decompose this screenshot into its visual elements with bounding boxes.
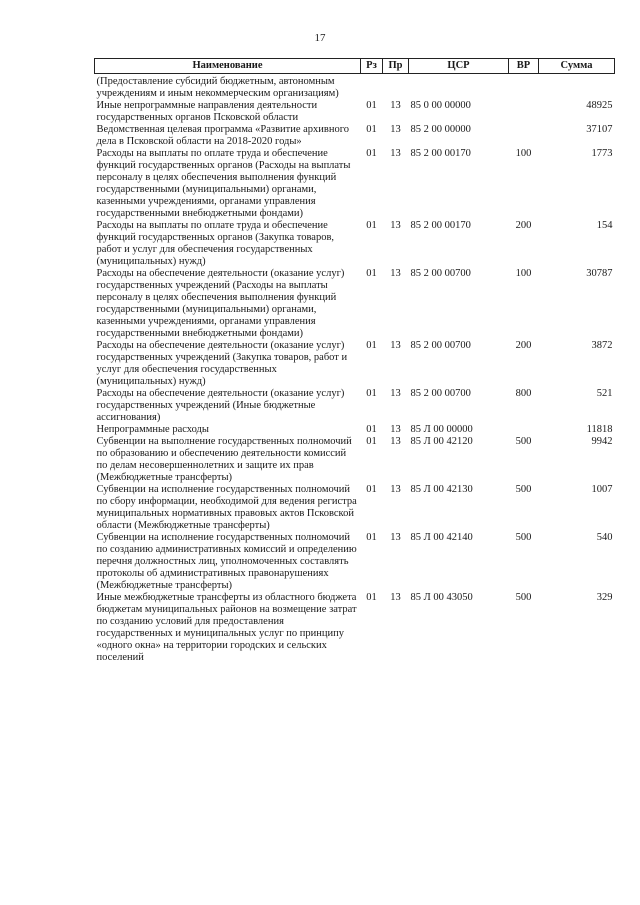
cell-sum: 48925 [586, 100, 613, 111]
cell-pr: 13 [390, 220, 401, 231]
cell-name: Расходы на обеспечение деятельности (оказание услуг) государственных учреждений (Иные бюджетные ассигнования) [96, 388, 345, 423]
cell-pr: 13 [390, 592, 401, 603]
cell-pr: 13 [390, 532, 401, 543]
table-header-row [95, 59, 615, 74]
cell-sum: 1007 [591, 484, 613, 495]
table-row [95, 436, 615, 484]
header-vr: ВР [509, 59, 539, 74]
page-number: 17 [314, 32, 326, 44]
cell-csr: 85 0 00 00000 [410, 100, 471, 111]
cell-sum: 521 [596, 388, 613, 399]
cell-pr: 13 [390, 484, 401, 495]
cell-sum: 11818 [586, 424, 613, 435]
cell-rz: 01 [366, 592, 377, 603]
cell-name: Субвенции на исполнение государственных полномочий по созданию административных комиссий и определению перечня должностных лиц, уполномоченных составлять протоколы об административных правонарушениях (Межбюджетные трансферты) [96, 532, 357, 591]
cell-sum: 540 [596, 532, 613, 543]
cell-csr [409, 74, 509, 101]
table-row [95, 340, 615, 388]
table-row [95, 74, 615, 101]
cell-name: Расходы на выплаты по оплате труда и обеспечение функций государственных органов (Расходы на выплаты персоналу в целях обеспечения выполнения функций государственными (муниципальными) органами, казенными учреждениями, органами управления государственными внебюджетными фондами) [96, 148, 351, 219]
cell-name: Субвенции на исполнение государственных полномочий по сбору информации, необходимой для ведения регистра муниципальных нормативных правовых актов Псковской области (Межбюджетные трансферты) [96, 484, 357, 531]
cell-name: Расходы на обеспечение деятельности (оказание услуг) государственных учреждений (Закупка товаров, работ и услуг для обеспечения государственных (муниципальных) нужд) [96, 340, 348, 387]
cell-vr [509, 74, 539, 101]
cell-sum: 30787 [586, 268, 613, 279]
cell-name: (Предоставление субсидий бюджетным, автономным учреждениям и иным некоммерческим организациям) [96, 76, 339, 99]
cell-name: Иные межбюджетные трансферты из областного бюджета бюджетам муниципальных районов на возмещение затрат по созданию условий для предоставления государственных и муниципальных услуг по принципу «одного окна» на территории городских и сельских поселений [96, 592, 357, 663]
cell-name: Расходы на выплаты по оплате труда и обеспечение функций государственных органов (Закупка товаров, работ и услуг для обеспечения государственных (муниципальных) нужд) [96, 220, 335, 267]
cell-csr: 85 2 00 00170 [410, 220, 471, 231]
cell-rz: 01 [366, 148, 377, 159]
table-row [95, 532, 615, 592]
cell-pr: 13 [390, 436, 401, 447]
cell-pr [383, 74, 409, 101]
cell-rz: 01 [366, 220, 377, 231]
cell-vr [509, 100, 539, 124]
cell-rz: 01 [366, 484, 377, 495]
cell-sum: 37107 [586, 124, 613, 135]
cell-csr: 85 Л 00 42130 [410, 484, 473, 495]
cell-pr: 13 [390, 424, 401, 435]
cell-rz [361, 74, 383, 101]
cell-name: Иные непрограммные направления деятельности государственных органов Псковской области [96, 100, 318, 123]
cell-pr: 13 [390, 388, 401, 399]
table-row [95, 124, 615, 148]
cell-pr: 13 [390, 124, 401, 135]
cell-pr: 13 [390, 148, 401, 159]
header-name: Наименование [95, 59, 361, 74]
cell-rz: 01 [366, 436, 377, 447]
cell-csr: 85 Л 00 42120 [410, 436, 473, 447]
cell-vr: 200 [515, 340, 532, 351]
cell-sum: 9942 [591, 436, 613, 447]
cell-vr: 500 [515, 484, 532, 495]
table-row [95, 484, 615, 532]
cell-rz: 01 [366, 388, 377, 399]
cell-vr: 500 [515, 532, 532, 543]
cell-rz: 01 [366, 268, 377, 279]
cell-vr: 500 [515, 436, 532, 447]
cell-pr: 13 [390, 100, 401, 111]
header-rz: Рз [361, 59, 383, 74]
cell-sum [539, 74, 615, 101]
cell-sum: 1773 [591, 148, 613, 159]
cell-csr: 85 2 00 00700 [410, 340, 471, 351]
cell-csr: 85 Л 00 42140 [410, 532, 473, 543]
cell-csr: 85 2 00 00170 [410, 148, 471, 159]
cell-vr [509, 124, 539, 148]
table-row [95, 148, 615, 220]
cell-sum: 329 [596, 592, 613, 603]
cell-csr: 85 2 00 00000 [410, 124, 471, 135]
table-row [95, 268, 615, 340]
table-row [95, 388, 615, 424]
header-sum: Сумма [539, 59, 615, 74]
cell-rz: 01 [366, 424, 377, 435]
cell-rz: 01 [366, 532, 377, 543]
cell-name: Расходы на обеспечение деятельности (оказание услуг) государственных учреждений (Расходы на выплаты персоналу в целях обеспечения выполнения функций государственными (муниципальными) органами, казенными учреждениями, органами управления государственными внебюджетными фондами) [96, 268, 345, 339]
cell-name: Ведомственная целевая программа «Развитие архивного дела в Псковской области на 2018-2020 годы» [96, 124, 350, 147]
budget-table [94, 58, 615, 664]
cell-csr: 85 2 00 00700 [410, 268, 471, 279]
cell-vr: 500 [515, 592, 532, 603]
cell-name: Субвенции на выполнение государственных полномочий по образованию и обеспечению деятельности комиссий по делам несовершеннолетних и защите их прав (Межбюджетные трансферты) [96, 436, 352, 483]
cell-sum: 3872 [591, 340, 613, 351]
header-pr: Пр [383, 59, 409, 74]
cell-csr: 85 Л 00 00000 [410, 424, 473, 435]
cell-vr: 800 [515, 388, 532, 399]
table-row [95, 100, 615, 124]
cell-vr: 200 [515, 220, 532, 231]
table-row [95, 424, 615, 436]
cell-name: Непрограммные расходы [96, 424, 209, 435]
cell-csr: 85 Л 00 43050 [410, 592, 473, 603]
table-row [95, 220, 615, 268]
cell-pr: 13 [390, 268, 401, 279]
cell-vr: 100 [515, 268, 532, 279]
cell-csr: 85 2 00 00700 [410, 388, 471, 399]
cell-rz: 01 [366, 124, 377, 135]
cell-sum: 154 [596, 220, 613, 231]
table-row [95, 592, 615, 664]
cell-rz: 01 [366, 340, 377, 351]
cell-vr: 100 [515, 148, 532, 159]
header-csr: ЦСР [409, 59, 509, 74]
cell-vr [509, 424, 539, 436]
cell-pr: 13 [390, 340, 401, 351]
cell-rz: 01 [366, 100, 377, 111]
